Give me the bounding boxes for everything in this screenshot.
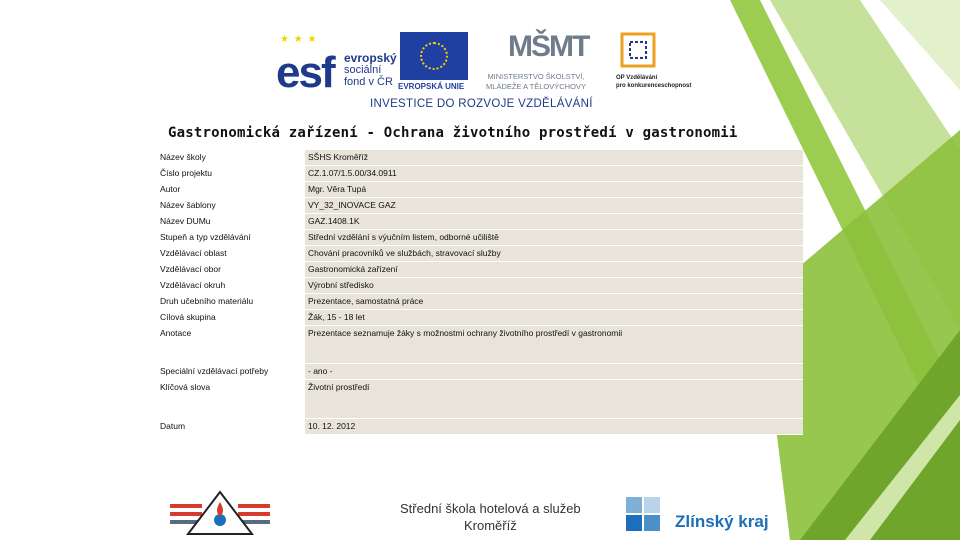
row-key: Číslo projektu	[157, 166, 304, 182]
esf-logo-mark: esf	[276, 48, 334, 97]
row-key: Klíčová slova	[157, 380, 304, 419]
metadata-table	[157, 150, 803, 435]
row-value: Prezentace, samostatná práce	[304, 294, 803, 310]
row-value: SŠHS Kroměříž	[304, 150, 803, 166]
row-value: Výrobní středisko	[304, 278, 803, 294]
page-title: Gastronomická zařízení - Ochrana životního prostředí v gastronomii	[168, 125, 738, 141]
zlinsky-kraj-logo-icon	[626, 497, 660, 533]
table-row	[157, 380, 803, 419]
table-row	[157, 262, 803, 278]
op-line-2: pro konkurenceschopnost	[616, 83, 692, 89]
row-value: 10. 12. 2012	[304, 419, 803, 435]
row-value: Žák, 15 - 18 let	[304, 310, 803, 326]
row-value: Chování pracovníků ve službách, stravovací služby	[304, 246, 803, 262]
eu-label: EVROPSKÁ UNIE	[398, 82, 465, 91]
row-value: CZ.1.07/1.5.00/34.0911	[304, 166, 803, 182]
row-value: Mgr. Věra Tupá	[304, 182, 803, 198]
row-key: Vzdělávací okruh	[157, 278, 304, 294]
table-row	[157, 166, 803, 182]
row-key: Druh učebního materiálu	[157, 294, 304, 310]
msmt-logo-mark: MŠMT	[508, 30, 589, 63]
msmt-line-2: MLÁDEŽE A TĚLOVÝCHOVY	[486, 82, 586, 91]
esf-stars-icon: ★ ★ ★	[280, 34, 318, 45]
row-key: Vzdělávací oblast	[157, 246, 304, 262]
investice-tagline: INVESTICE DO ROZVOJE VZDĚLÁVÁNÍ	[370, 98, 593, 110]
table-row	[157, 419, 803, 435]
row-key: Autor	[157, 182, 304, 198]
table-row	[157, 230, 803, 246]
row-key: Anotace	[157, 326, 304, 364]
row-key: Název školy	[157, 150, 304, 166]
msmt-logo-text	[476, 72, 596, 92]
table-row	[157, 246, 803, 262]
row-value: - ano -	[304, 364, 803, 380]
op-logo-text	[616, 74, 691, 90]
table-row	[157, 294, 803, 310]
row-value: VY_32_INOVACE GAZ	[304, 198, 803, 214]
row-value: Střední vzdělání s výučním listem, odborné učiliště	[304, 230, 803, 246]
esf-line-2: sociální	[344, 64, 382, 76]
row-value: Prezentace seznamuje žáky s možnostmi ochrany životního prostředí v gastronomii	[304, 326, 803, 364]
table-row	[157, 182, 803, 198]
row-value: Životní prostředí	[304, 380, 803, 419]
school-line-2: Kroměříž	[463, 518, 517, 533]
row-key: Název DUMu	[157, 214, 304, 230]
table-row	[157, 310, 803, 326]
row-key: Speciální vzdělávací potřeby	[157, 364, 304, 380]
esf-logo-text	[344, 52, 397, 88]
op-line-1: OP Vzdělávání	[616, 75, 658, 81]
esf-line-3: fond v ČR	[344, 76, 393, 88]
row-value: Gastronomická zařízení	[304, 262, 803, 278]
table-row	[157, 198, 803, 214]
table-row	[157, 150, 803, 166]
school-line-1: Střední škola hotelová a služeb	[400, 501, 581, 516]
table-row	[157, 326, 803, 364]
eu-flag-icon	[400, 32, 468, 80]
msmt-line-1: MINISTERSTVO ŠKOLSTVÍ,	[487, 72, 585, 81]
row-key: Datum	[157, 419, 304, 435]
row-key: Vzdělávací obor	[157, 262, 304, 278]
row-value: GAZ.1408.1K	[304, 214, 803, 230]
table-row	[157, 214, 803, 230]
school-name	[400, 500, 581, 534]
row-key: Název šablony	[157, 198, 304, 214]
school-emblem-icon	[170, 490, 270, 536]
zlinsky-kraj-label: Zlínský kraj	[675, 512, 769, 531]
table-row	[157, 278, 803, 294]
esf-line-1: evropský	[344, 51, 397, 65]
op-vzdelavani-icon	[618, 30, 658, 70]
row-key: Cílová skupina	[157, 310, 304, 326]
table-row	[157, 364, 803, 380]
row-key: Stupeň a typ vzdělávání	[157, 230, 304, 246]
